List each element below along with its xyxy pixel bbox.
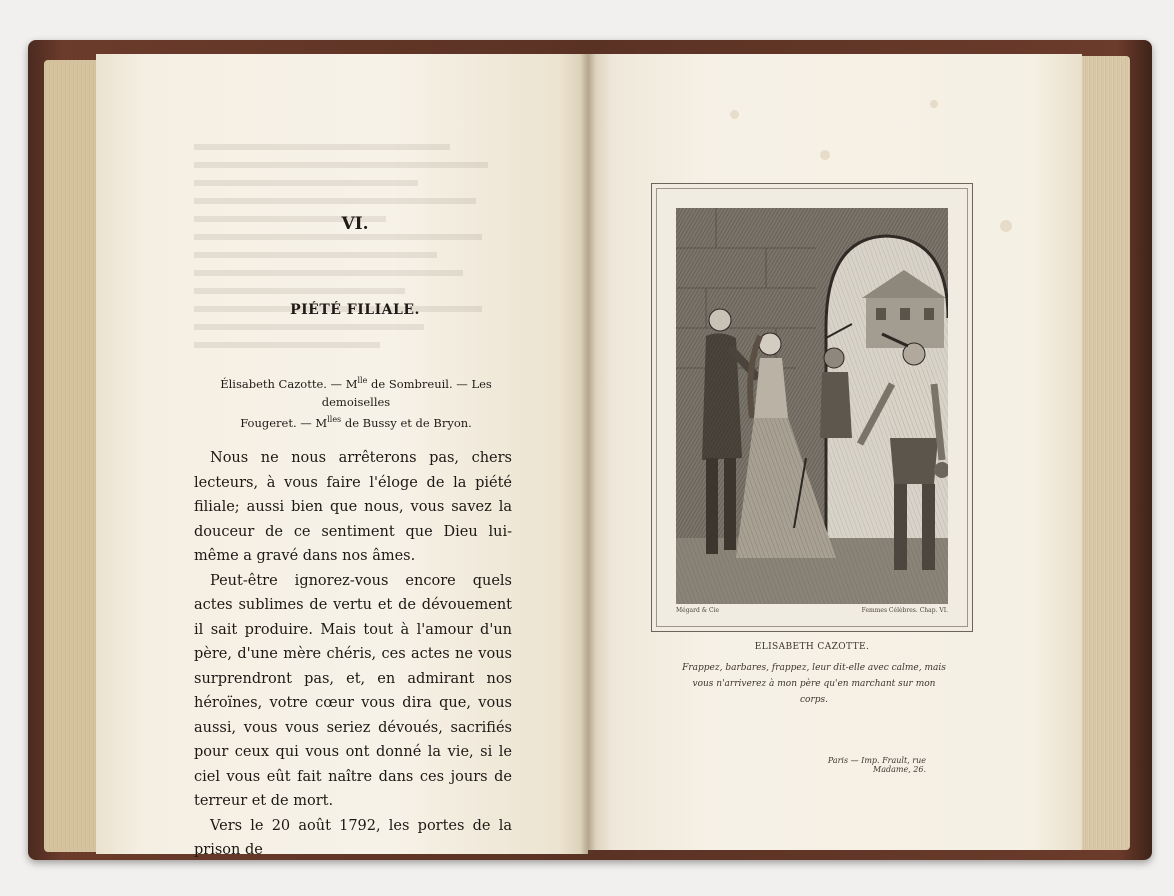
chapter-number: VI. xyxy=(341,214,369,234)
foxing-spot xyxy=(930,100,938,108)
foxing-spot xyxy=(730,110,739,119)
page-edges-right xyxy=(1080,56,1130,850)
paragraph: Peut-être ignorez-vous encore quels actes sublimes de vertu et de dévouement il sait produire. Mais tout à l'amour d'un père, d'une mère chéris, ces actes ne vous surprendront pas, et, en admirant nos héroïnes, votre cœur vous dira que, vous aussi, vous vous seriez dévoués, sacrifiés pour ceux qui vous ont donné la vie, si le ciel vous eût fait naître dans ces jours de terreur et de mort. xyxy=(194,572,512,809)
summary-text: de Bussy et de Bryon. xyxy=(341,415,472,430)
plate-credit-left: Mégard & Cie xyxy=(676,607,720,614)
summary-superscript: lles xyxy=(327,414,342,424)
body-text xyxy=(194,446,512,863)
summary-text: de Sombreuil. — Les demoiselles xyxy=(321,376,492,409)
caption-line: vous n'arriverez à mon père qu'en marchant sur mon corps. xyxy=(692,679,936,705)
chapter-summary xyxy=(188,372,524,432)
paragraph: Vers le 20 août 1792, les portes de la prison de xyxy=(194,817,512,858)
paragraph: Nous ne nous arrêterons pas, chers lecteurs, à vous faire l'éloge de la piété filiale; aussi bien que nous, vous savez la douceur de ce sentiment que Dieu lui-même a gravé dans nos âmes. xyxy=(194,450,512,564)
summary-text: Élisabeth Cazotte. — M xyxy=(220,376,358,391)
plate-caption-quote xyxy=(682,660,946,708)
plate-caption-title: ELISABETH CAZOTTE. xyxy=(754,642,870,652)
summary-text: Fougeret. — M xyxy=(240,415,328,430)
summary-superscript: lle xyxy=(357,376,368,385)
foxing-spot xyxy=(820,150,830,160)
chapter-title: PIÉTÉ FILIALE. xyxy=(290,302,420,318)
caption-line: Frappez, barbares, frappez, leur dit-elle avec calme, mais xyxy=(682,663,946,673)
plate-credit-right: Femmes Célèbres. Chap. VI. xyxy=(861,607,948,614)
spine-shadow xyxy=(580,54,596,854)
printer-imprint: Paris — Imp. Frault, rue Madame, 26. xyxy=(827,756,926,774)
foxing-spot xyxy=(1000,220,1012,232)
page-edges-left xyxy=(44,60,104,852)
engraving-illustration xyxy=(676,208,948,604)
